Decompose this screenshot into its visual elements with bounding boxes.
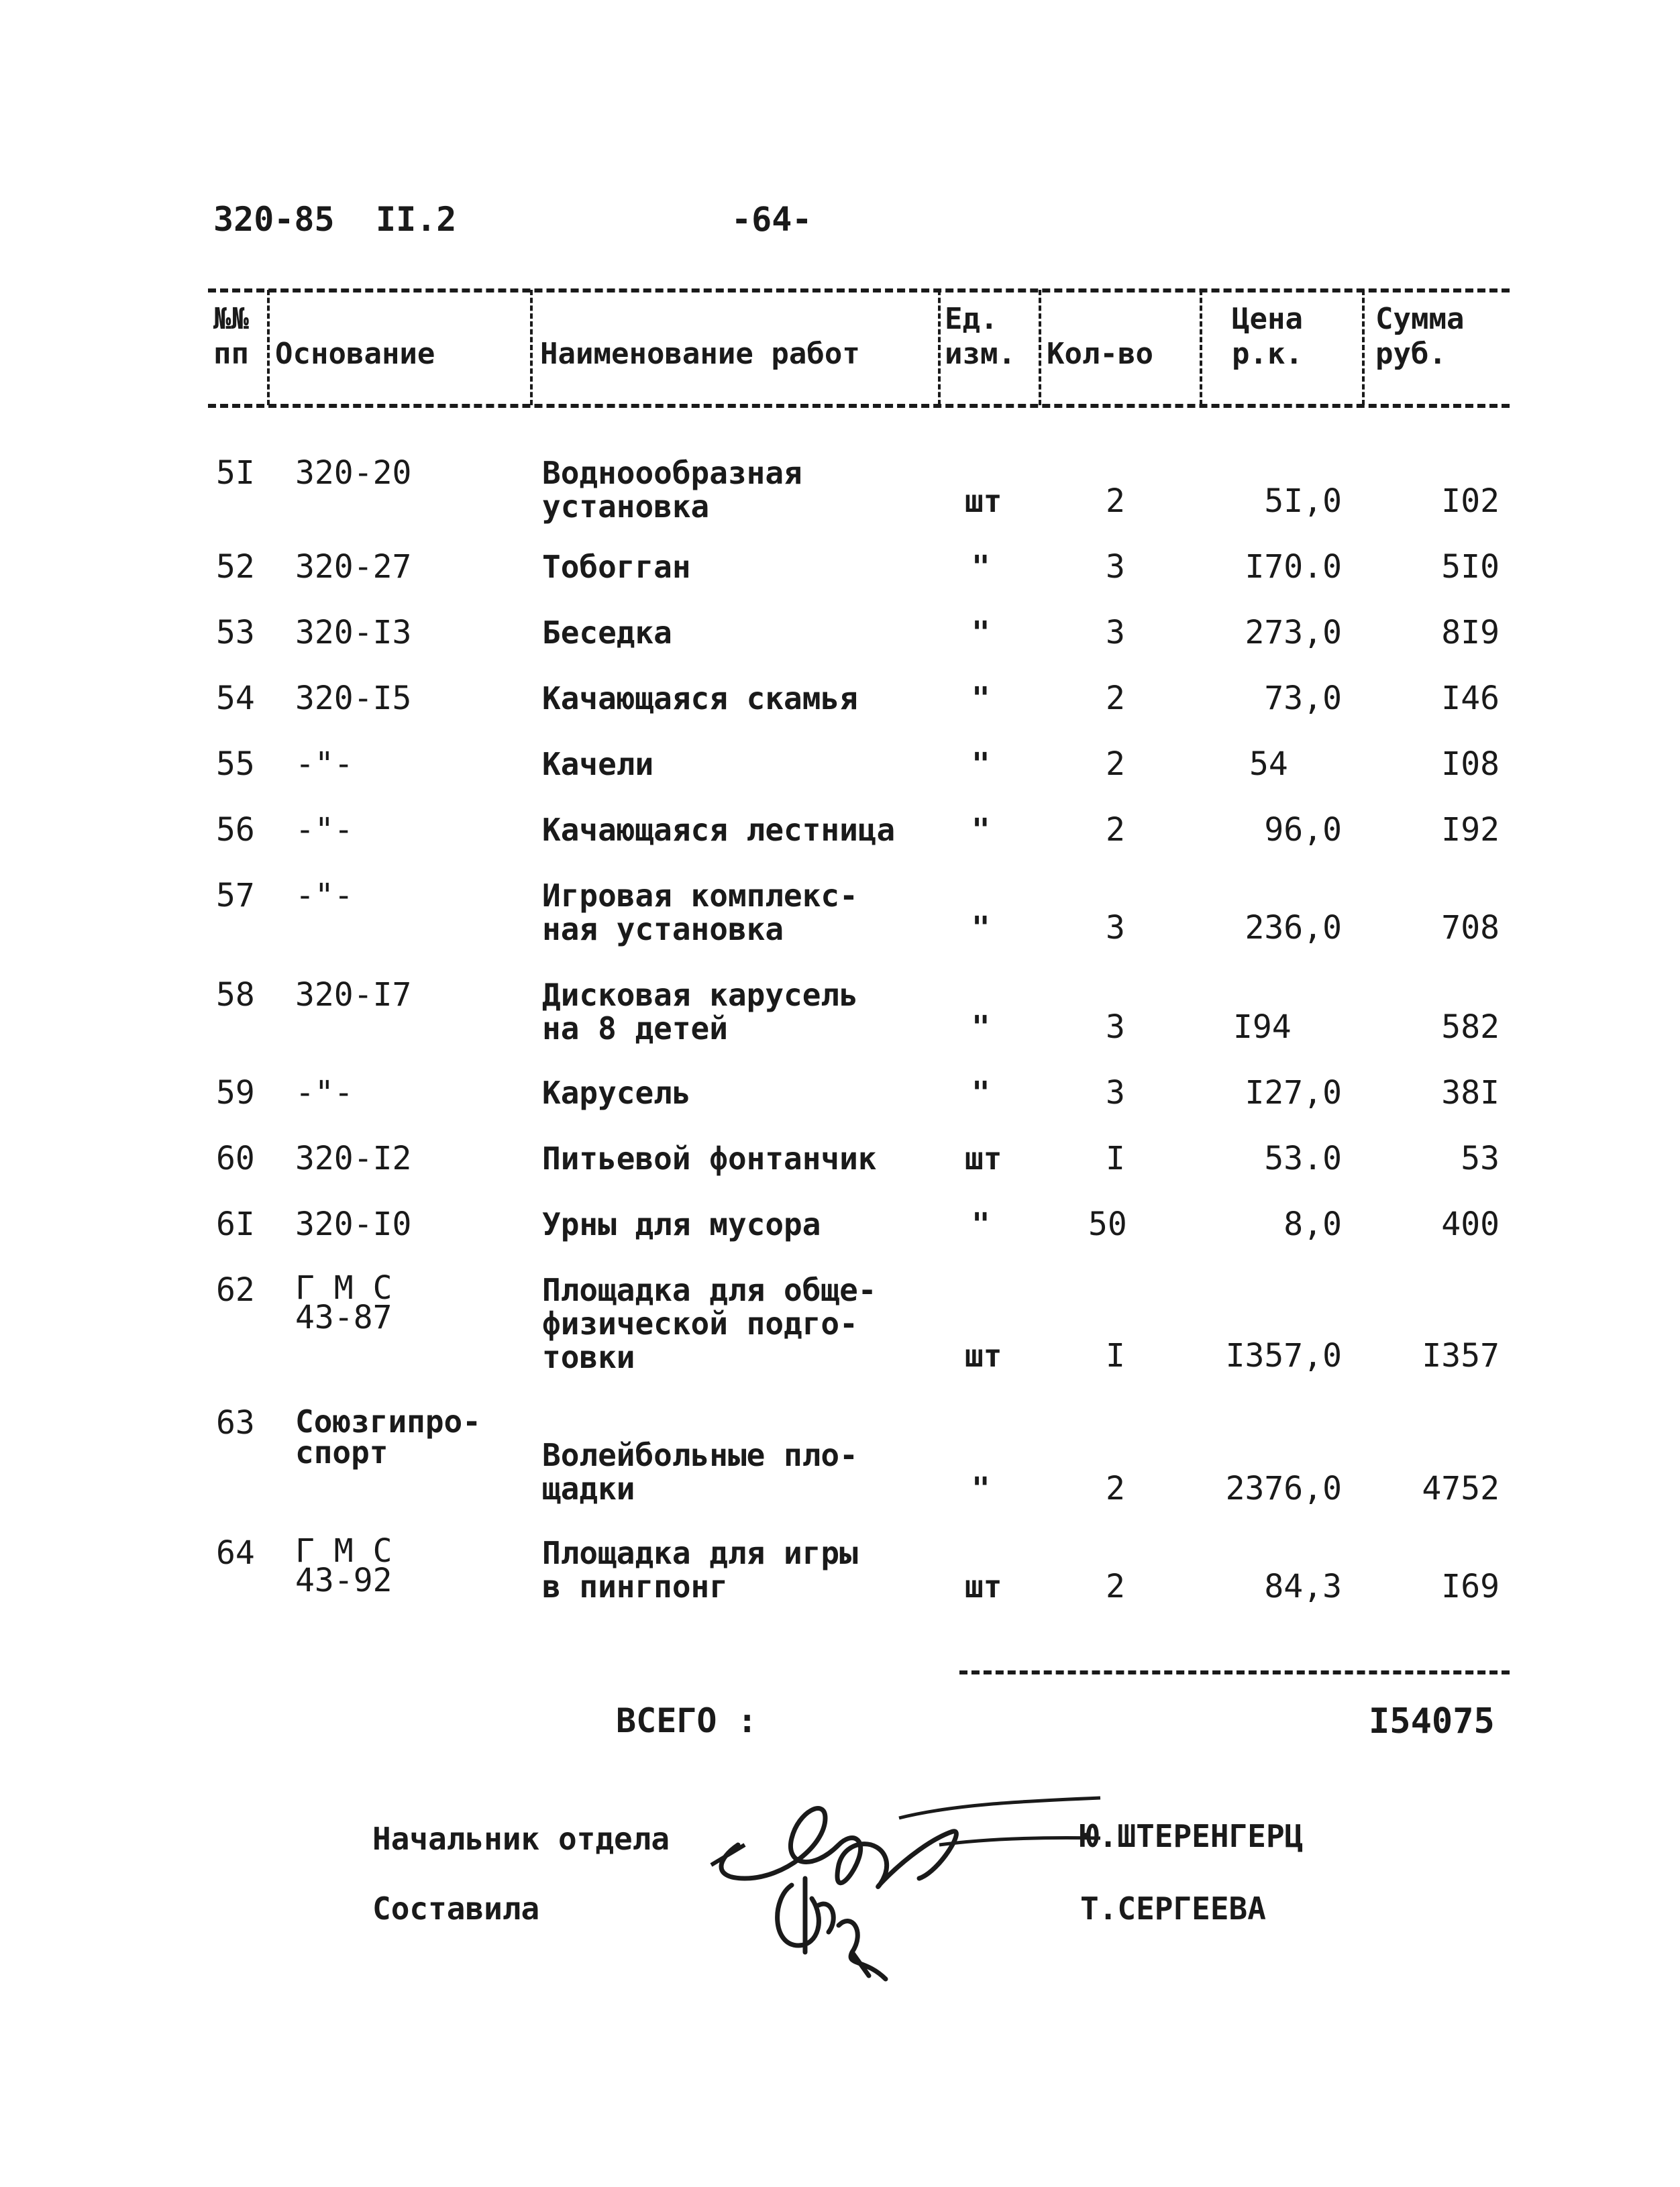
row-basis: Союзгипро- спорт: [295, 1403, 481, 1471]
row-qty: 2: [1106, 1568, 1125, 1605]
row-basis: -"-: [295, 811, 354, 849]
header-top-rule: [208, 288, 1510, 292]
row-basis: -"-: [295, 745, 354, 783]
col-divider: [938, 290, 941, 405]
col-header-price: Цена р.к.: [1232, 302, 1303, 371]
row-sum: 8I9: [1441, 614, 1500, 651]
row-qty: I: [1106, 1140, 1125, 1177]
row-unit: ": [972, 549, 990, 585]
row-num: 52: [216, 548, 255, 586]
row-unit: ": [972, 1009, 990, 1045]
row-sum: 38I: [1441, 1074, 1500, 1112]
row-qty: 2: [1106, 1470, 1125, 1507]
row-num: 5I: [216, 454, 255, 492]
row-qty: I: [1106, 1337, 1125, 1375]
row-unit: ": [972, 1206, 990, 1242]
row-qty: 2: [1106, 680, 1125, 717]
row-unit: ": [972, 680, 990, 716]
row-basis: 320-I3: [295, 614, 412, 651]
row-num: 63: [216, 1404, 255, 1442]
row-price: 2376,0: [1225, 1470, 1342, 1507]
total-label: ВСЕГО :: [616, 1701, 757, 1740]
col-divider: [1039, 290, 1041, 405]
row-price: I70.0: [1245, 548, 1342, 586]
row-name: Качающаяся лестница: [542, 812, 896, 848]
row-qty: 50: [1088, 1206, 1127, 1243]
row-price: 96,0: [1264, 811, 1342, 849]
total-rule: [959, 1670, 1510, 1674]
row-name: Дисковая карусель на 8 детей: [542, 977, 858, 1047]
row-name: Тобогган: [542, 549, 691, 585]
row-num: 56: [216, 811, 255, 849]
row-basis: -"-: [295, 877, 354, 914]
row-basis: 320-I7: [295, 976, 412, 1014]
row-price: 273,0: [1245, 614, 1342, 651]
row-basis: Г М С 43-92: [295, 1532, 392, 1599]
row-sum: 400: [1441, 1206, 1500, 1243]
row-name: Беседка: [542, 615, 672, 651]
row-qty: 3: [1106, 548, 1125, 586]
row-sum: I357: [1422, 1337, 1500, 1375]
row-name: Урны для мусора: [542, 1206, 821, 1242]
row-basis: 320-I5: [295, 680, 412, 717]
signature-role-compiler: Составила: [372, 1890, 540, 1927]
row-unit: ": [972, 812, 990, 848]
row-sum: 708: [1441, 909, 1500, 947]
row-unit: шт: [965, 483, 1002, 519]
row-num: 59: [216, 1074, 255, 1112]
row-sum: 5I0: [1441, 548, 1500, 586]
row-unit: шт: [965, 1140, 1002, 1177]
signature-name-head: Ю.ШТЕРЕНГЕРЦ: [1080, 1818, 1304, 1854]
row-unit: ": [972, 1075, 990, 1111]
row-basis: 320-I0: [295, 1206, 412, 1243]
row-sum: 582: [1441, 1008, 1500, 1046]
row-num: 58: [216, 976, 255, 1014]
row-price: I27,0: [1245, 1074, 1342, 1112]
row-price: 5I,0: [1264, 482, 1342, 520]
row-unit: шт: [965, 1338, 1002, 1374]
col-divider: [530, 290, 533, 405]
row-num: 64: [216, 1534, 255, 1572]
row-unit: ": [972, 746, 990, 782]
row-name: Водноообразная установка: [542, 455, 802, 525]
row-price: I357,0: [1225, 1337, 1342, 1375]
row-qty: 3: [1106, 614, 1125, 651]
page-number: -64-: [731, 200, 812, 239]
row-qty: 3: [1106, 1074, 1125, 1112]
col-header-unit: Ед. изм.: [945, 302, 1016, 371]
row-unit: ": [972, 910, 990, 946]
col-divider: [1200, 290, 1202, 405]
signature-role-head: Начальник отдела: [372, 1821, 670, 1857]
row-num: 53: [216, 614, 255, 651]
row-sum: I02: [1441, 482, 1500, 520]
row-name: Площадка для игры в пингпонг: [542, 1535, 858, 1605]
row-qty: 3: [1106, 909, 1125, 947]
row-price: 84,3: [1264, 1568, 1342, 1605]
row-name: Волейбольные пло- щадки: [542, 1437, 858, 1507]
row-qty: 2: [1106, 482, 1125, 520]
row-sum: I08: [1441, 745, 1500, 783]
row-name: Игровая комплекс- ная установка: [542, 877, 858, 947]
col-header-sum: Сумма руб.: [1375, 302, 1465, 371]
row-name: Площадка для обще- физической подго- товки: [542, 1272, 877, 1375]
row-num: 57: [216, 877, 255, 914]
col-divider: [1362, 290, 1365, 405]
col-divider: [267, 290, 270, 405]
row-num: 6I: [216, 1206, 255, 1243]
total-value: I54075: [1369, 1701, 1495, 1742]
row-name: Карусель: [542, 1075, 691, 1111]
row-name: Питьевой фонтанчик: [542, 1140, 877, 1177]
row-price: 8,0: [1283, 1206, 1342, 1243]
row-sum: 4752: [1422, 1470, 1500, 1507]
row-qty: 3: [1106, 1008, 1125, 1046]
col-header-basis: Основание: [275, 337, 435, 371]
row-name: Качающаяся скамья: [542, 680, 858, 716]
row-basis: 320-20: [295, 454, 412, 492]
row-num: 54: [216, 680, 255, 717]
col-header-qty: Кол-во: [1047, 337, 1153, 371]
row-unit: шт: [965, 1568, 1002, 1605]
row-qty: 2: [1106, 811, 1125, 849]
row-num: 60: [216, 1140, 255, 1177]
row-sum: 53: [1461, 1140, 1500, 1177]
section-number: II.2: [376, 200, 457, 239]
row-basis: -"-: [295, 1074, 354, 1112]
col-header-name: Наименование работ: [540, 337, 860, 371]
row-num: 55: [216, 745, 255, 783]
handwritten-signature-2: [751, 1858, 926, 1992]
row-name: Качели: [542, 746, 654, 782]
row-qty: 2: [1106, 745, 1125, 783]
row-num: 62: [216, 1271, 255, 1309]
row-price: 236,0: [1245, 909, 1342, 947]
row-basis: 320-27: [295, 548, 412, 586]
row-price: 54: [1249, 745, 1288, 783]
header-bottom-rule: [208, 404, 1510, 408]
col-header-num: №№ пп: [213, 302, 249, 371]
row-price: 73,0: [1264, 680, 1342, 717]
row-sum: I46: [1441, 680, 1500, 717]
row-sum: I92: [1441, 811, 1500, 849]
signature-name-compiler: Т.СЕРГЕЕВА: [1080, 1890, 1266, 1927]
row-sum: I69: [1441, 1568, 1500, 1605]
row-price: I94: [1233, 1008, 1292, 1046]
row-price: 53.0: [1264, 1140, 1342, 1177]
row-unit: ": [972, 1471, 990, 1507]
row-basis: 320-I2: [295, 1140, 412, 1177]
row-basis: Г М С 43-87: [295, 1269, 392, 1336]
document-code: 320-85: [213, 200, 335, 239]
row-unit: ": [972, 615, 990, 651]
